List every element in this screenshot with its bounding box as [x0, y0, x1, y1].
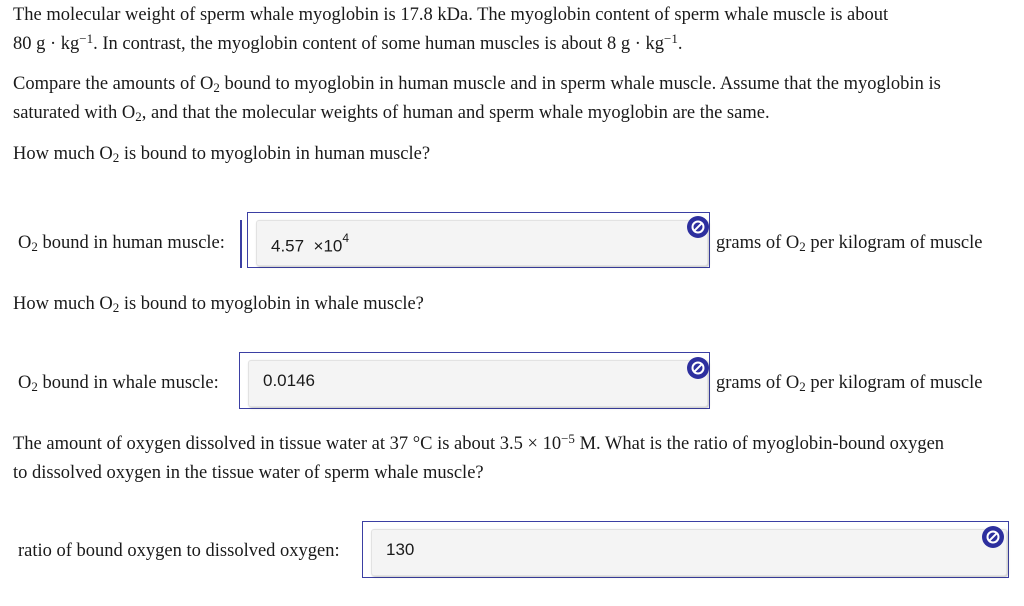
human-answer-field[interactable]: [247, 212, 710, 268]
question-whale: How much $O_2$ is bound to myoglobin in whale muscle?: [13, 294, 424, 315]
answer-label-whale: $O_2$ bound in whale muscle:: [18, 373, 219, 394]
human-answer-value: $4.57 \times 10^4$: [271, 231, 350, 256]
unit-human: grams of $O_2$ per kilogram of muscle: [716, 233, 983, 254]
question-ratio: The amount of oxygen dissolved in tissue water at 37 °C is about $3.5 \times 10^{-5}$ M. What is the ratio of myoglobin-bound oxygen to dissolved oxygen in the tissue water of sperm whale muscle?: [13, 431, 945, 483]
human-answer-input[interactable]: [256, 220, 708, 266]
intro-line1: The molecular weight of sperm whale myoglobin is 17.8 kDa. The myoglobin content of sperm whale muscle is about: [13, 5, 889, 25]
compare-paragraph: Compare the amounts of $O_2$ bound to myoglobin in human muscle and in sperm whale muscle. Assume that the myoglobin is saturated with $O_2$, and that the molecular weights of human and sperm whale myoglobin are the same.: [13, 74, 941, 124]
whale-answer-field[interactable]: [239, 352, 710, 409]
answer-row-ratio: [0, 521, 1024, 578]
ratio-answer-value: 130: [386, 540, 415, 559]
question-human: How much $O_2$ is bound to myoglobin in human muscle?: [13, 144, 431, 165]
no-entry-icon: [687, 357, 709, 379]
answer-row-human: [0, 212, 1024, 268]
answer-label-ratio: ratio of bound oxygen to dissolved oxygen:: [18, 541, 340, 561]
answer-row-whale: [0, 352, 1024, 409]
whale-answer-input[interactable]: [248, 360, 708, 407]
field-left-edge: [240, 220, 242, 268]
no-entry-icon: [982, 526, 1004, 548]
intro-paragraph: The molecular weight of sperm whale myoglobin is 17.8 kDa. The myoglobin content of sperm whale muscle is about 80 $g \cdot kg^{-1}$. In contrast, the myoglobin content of some human muscles is about 8 $g \cdot kg^{-1}$.: [13, 5, 889, 54]
answer-label-human: $O_2$ bound in human muscle:: [18, 233, 225, 254]
unit-whale: grams of $O_2$ per kilogram of muscle: [716, 373, 983, 394]
ratio-answer-field[interactable]: [362, 521, 1009, 578]
whale-answer-value: 0.0146: [263, 371, 315, 390]
no-entry-icon: [687, 216, 709, 238]
ratio-answer-input[interactable]: [371, 529, 1007, 576]
